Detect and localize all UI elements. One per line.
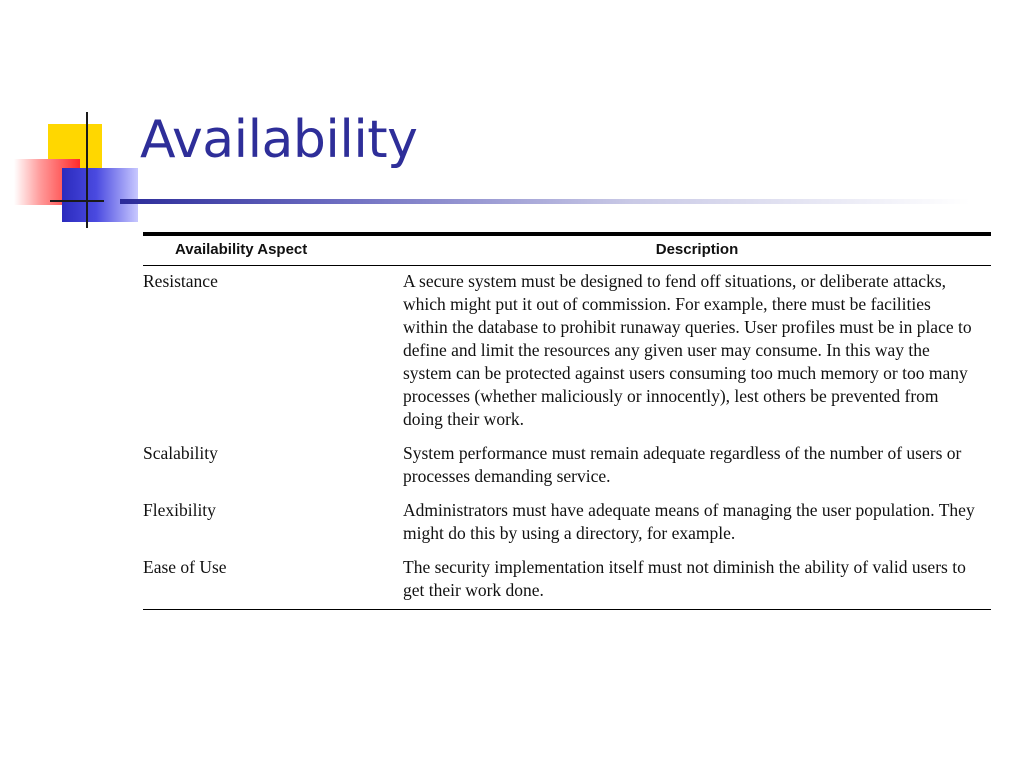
availability-table [143, 232, 991, 610]
description-cell: The security implementation itself must not diminish the ability of valid users to get their work done. [403, 557, 966, 600]
description-cell: A secure system must be designed to fend off situations, or deliberate attacks, which might put it out of commission. For example, there must be facilities within the database to prohibit runaway queries. User profiles must be in place to define and limit the resources any given user may consume. In this way the system can be protected against users consuming too much memory or too many processes (whether maliciously or innocently), lest others be prevented from doing their work. [403, 271, 972, 429]
aspect-cell: Ease of Use [143, 557, 227, 577]
aspect-cell: Resistance [143, 271, 218, 291]
table-row [143, 493, 991, 550]
availability-table-container [143, 232, 991, 610]
column-header-description: Description [655, 241, 739, 258]
title-underline [120, 199, 970, 204]
slide-logo-decoration [0, 0, 150, 240]
slide-title: Availability [140, 110, 418, 170]
description-cell: System performance must remain adequate regardless of the number of users or processes demanding service. [403, 443, 962, 486]
vertical-line-decoration [86, 112, 88, 228]
table-row [143, 550, 991, 610]
blue-square-decoration [62, 168, 138, 222]
aspect-cell: Flexibility [143, 500, 216, 520]
table-header-row [143, 234, 991, 266]
description-cell: Administrators must have adequate means of managing the user population. They might do this by using a directory, for example. [403, 500, 975, 543]
aspect-cell: Scalability [143, 443, 218, 463]
horizontal-line-decoration [50, 200, 104, 202]
column-header-aspect: Availability Aspect [175, 241, 308, 258]
table-row [143, 436, 991, 493]
table-row [143, 266, 991, 437]
